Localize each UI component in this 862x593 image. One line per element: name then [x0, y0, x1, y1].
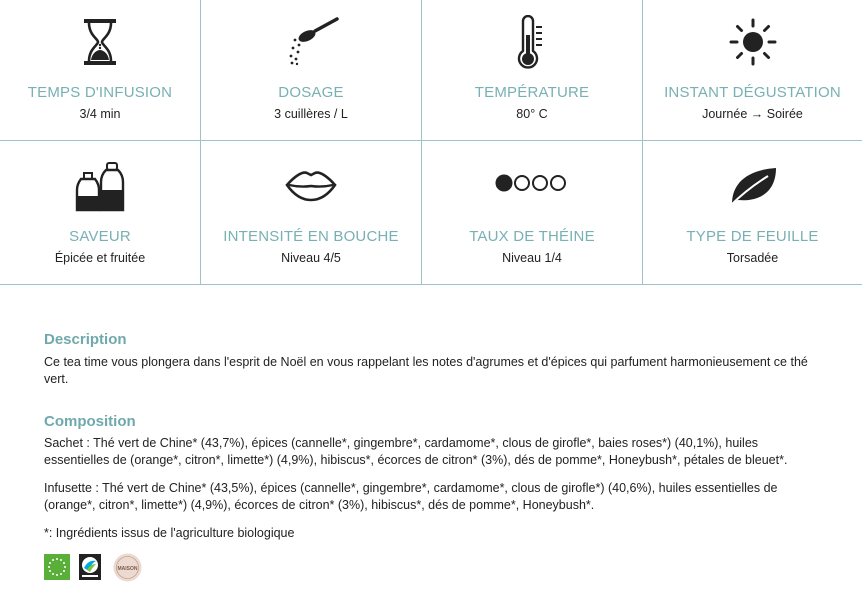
spec-title: TYPE DE FEUILLE — [686, 228, 819, 245]
spec-value: Journée → Soirée — [702, 107, 803, 121]
spec-title: INSTANT DÉGUSTATION — [664, 84, 841, 101]
theine-dot-filled — [497, 176, 512, 191]
spec-tasting-moment — [643, 0, 862, 140]
spec-title: SAVEUR — [69, 228, 131, 245]
spec-value: 80° C — [516, 107, 548, 121]
spec-title: INTENSITÉ EN BOUCHE — [223, 228, 399, 245]
tea-specs-grid — [0, 0, 862, 285]
spec-theine-rate — [422, 141, 642, 284]
spec-title: DOSAGE — [278, 84, 344, 101]
spoon-icon — [281, 15, 341, 67]
fairtrade-icon — [79, 554, 101, 580]
lips-icon — [284, 167, 338, 203]
spec-infusion-time — [0, 0, 200, 140]
spec-dosage — [201, 0, 421, 140]
hourglass-icon — [80, 17, 120, 67]
spec-leaf-type — [643, 141, 862, 284]
divider — [0, 284, 862, 285]
sun-icon — [728, 17, 778, 67]
spec-mouth-intensity — [201, 141, 421, 284]
description-text: Ce tea time vous plongera dans l'esprit de Noël en vous rappelant les notes d'agrumes et d'épices qui parfument harmonieusement ce thé vert. — [44, 355, 808, 386]
spec-value: Niveau 1/4 — [502, 251, 562, 265]
spec-temperature — [422, 0, 642, 140]
theine-dot-empty — [551, 176, 565, 190]
spec-title: TAUX DE THÉINE — [469, 228, 595, 245]
composition-sachet: Sachet : Thé vert de Chine* (43,7%), épices (cannelle*, gingembre*, cardamome*, clous de girofle*, baies roses*) (40,1%), huiles essentielles de (orange*, citron*, limette*) (4,9%), hibiscus*, écorces de citron* (3%), dés de pomme*, Honeybush*, pétales de bleuet*. — [44, 436, 788, 467]
composition-infusette: Infusette : Thé vert de Chine* (43,5%), épices (cannelle*, gingembre*, cardamome*, clous de girofle*) (40,6%), huiles essentielles de (orange*, citron*, limette*) (4,9%), écorces de citron* (3%), hibiscus*, dés de pomme*, Honeybush*. — [44, 481, 778, 512]
spec-value: Épicée et fruitée — [54, 251, 146, 265]
eu-organic-leaf-icon — [44, 554, 70, 580]
spec-value: Torsadée — [726, 251, 779, 265]
organic-note: *: Ingrédients issus de l'agriculture biologique — [44, 526, 295, 540]
spec-flavor — [0, 141, 200, 284]
spec-value: 3/4 min — [79, 107, 121, 121]
bottles-icon — [73, 160, 127, 214]
spec-value: Niveau 4/5 — [281, 251, 341, 265]
badge-text: MAISON — [117, 566, 138, 572]
spec-title: TEMPS D'INFUSION — [27, 84, 173, 101]
description-title: Description — [44, 331, 127, 348]
theine-dot-empty — [533, 176, 547, 190]
thermometer-icon — [515, 15, 549, 71]
theine-dots-icon — [495, 173, 569, 193]
spec-title: TEMPÉRATURE — [474, 84, 590, 101]
theine-dot-empty — [515, 176, 529, 190]
spec-value: 3 cuillères / L — [274, 107, 348, 121]
recette-maison-icon — [113, 553, 142, 582]
composition-title: Composition — [44, 413, 136, 430]
leaf-icon — [726, 164, 780, 208]
